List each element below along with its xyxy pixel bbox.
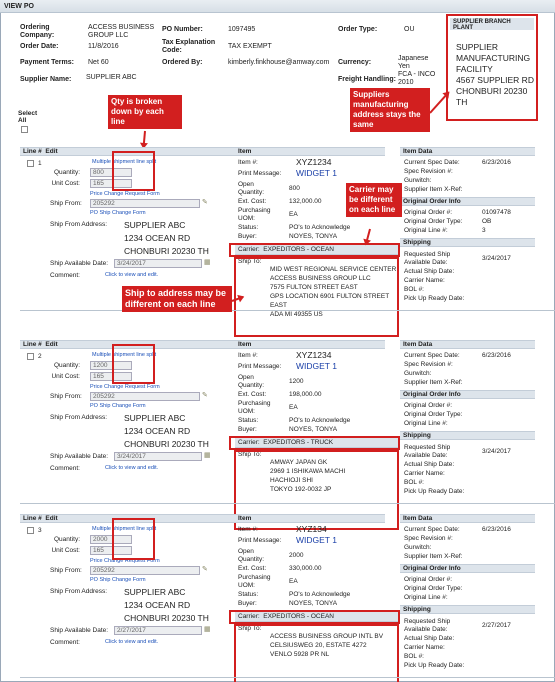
- status-label: Status:: [238, 417, 259, 424]
- unit-cost-field[interactable]: 165: [90, 372, 132, 381]
- quantity-highlight: [112, 151, 155, 191]
- supplier-name-value: SUPPLIER ABC: [86, 74, 137, 81]
- current-spec-value: 6/23/2016: [482, 352, 511, 359]
- purchasing-uom: EA: [289, 578, 298, 585]
- purchasing-uom: EA: [289, 211, 298, 218]
- quantity-field[interactable]: 2000: [90, 535, 132, 544]
- calendar-icon[interactable]: ▦: [204, 626, 211, 633]
- carrier-highlight: [229, 610, 400, 624]
- carrier-bar: Carrier: EXPEDITORS - OCEAN: [235, 244, 400, 255]
- ship-to-address: ACCESS BUSINESS GROUP INTL BV CELSIUSWEG 20, ESTATE 4272 VENLO 5928 PR NL: [270, 633, 384, 658]
- ship-from-address: SUPPLIER ABC 1234 OCEAN RD CHONBURI 20230 TH: [124, 413, 209, 449]
- original-line-label: Original Line #:: [404, 420, 448, 427]
- status-value: PO's to Acknowledge: [289, 591, 351, 598]
- select-all-label: Select All: [18, 110, 38, 124]
- ship-from-address-label: Ship From Address:: [50, 221, 108, 228]
- pencil-icon[interactable]: ✎: [202, 392, 208, 399]
- branch-plant-address: SUPPLIER MANUFACTURING FACILITY 4567 SUPPLIER RD CHONBURI 20230 TH: [456, 42, 534, 107]
- item-data-header-bar: Item Data: [400, 340, 535, 349]
- open-quantity-label: Open Quantity:: [238, 181, 265, 196]
- original-type-label: Original Order Type:: [404, 585, 463, 592]
- ext-cost-label: Ext. Cost:: [238, 391, 267, 398]
- requested-ship-label: Requested Ship Available Date:: [404, 251, 451, 266]
- status-value: PO's to Acknowledge: [289, 224, 351, 231]
- gurwitch-label: Gurwitch:: [404, 370, 432, 377]
- po-ship-change-link[interactable]: PO Ship Change Form: [90, 403, 146, 409]
- pickup-label: Pick Up Ready Date:: [404, 488, 465, 495]
- quantity-label: Quantity:: [53, 536, 80, 543]
- print-message-label: Print Message:: [238, 170, 282, 177]
- ship-from-label: Ship From:: [50, 200, 82, 207]
- actual-ship-label: Actual Ship Date:: [404, 635, 455, 642]
- supplier-name-label: Supplier Name:: [20, 76, 72, 83]
- buyer-label: Buyer:: [238, 233, 257, 240]
- ext-cost: 198,000.00: [289, 391, 322, 398]
- requested-ship-value: 2/27/2017: [482, 622, 511, 629]
- current-spec-label: Current Spec Date:: [404, 159, 460, 166]
- qty-annotation: Qty is broken down by each line: [108, 95, 182, 129]
- comment-link[interactable]: Click to view and edit.: [105, 465, 159, 471]
- original-type-label: Original Order Type:: [404, 218, 463, 225]
- original-type-label: Original Order Type:: [404, 411, 463, 418]
- split-link[interactable]: Multiple shipment line split: [92, 352, 157, 358]
- item-data-header-bar: Item Data: [400, 147, 535, 156]
- ext-cost: 330,000.00: [289, 565, 322, 572]
- price-change-link[interactable]: Price Change Request Form: [90, 558, 160, 564]
- purchasing-uom-label: Purchasing UOM:: [238, 400, 271, 415]
- comment-link[interactable]: Click to view and edit.: [105, 272, 159, 278]
- carrier-name-label: Carrier Name:: [404, 277, 445, 284]
- item-data-header-bar: Item Data: [400, 514, 535, 523]
- calendar-icon[interactable]: ▦: [204, 259, 211, 266]
- item-number-label: Item #:: [238, 526, 258, 533]
- ship-available-field[interactable]: 3/24/2017: [114, 452, 202, 461]
- original-order-bar: Original Order Info: [400, 197, 535, 206]
- po-ship-change-link[interactable]: PO Ship Change Form: [90, 210, 146, 216]
- print-message: WIDGET 1: [296, 361, 337, 371]
- quantity-field[interactable]: 800: [90, 168, 132, 177]
- split-link[interactable]: Multiple shipment line split: [92, 526, 157, 532]
- requested-ship-label: Requested Ship Available Date:: [404, 444, 451, 459]
- ext-cost-label: Ext. Cost:: [238, 565, 267, 572]
- requested-ship-value: 3/24/2017: [482, 255, 511, 262]
- item-header-bar: Item: [235, 514, 385, 523]
- line-number: 2: [38, 353, 42, 360]
- carrier-value: EXPEDITORS - OCEAN: [263, 246, 334, 253]
- ship-to-label: Ship To:: [238, 258, 262, 265]
- ordering-company-value: ACCESS BUSINESS GROUP LLC: [88, 24, 155, 39]
- shipping-bar: Shipping: [400, 238, 535, 247]
- item-header-bar: Item: [235, 340, 385, 349]
- carrier-name-label: Carrier Name:: [404, 470, 445, 477]
- supplier-xref-label: Supplier Item X-Ref:: [404, 186, 463, 193]
- ship-from-address-label: Ship From Address:: [50, 588, 108, 595]
- pickup-label: Pick Up Ready Date:: [404, 662, 465, 669]
- branch-plant-header: SUPPLIER BRANCH PLANT: [450, 18, 534, 30]
- unit-cost-field[interactable]: 165: [90, 546, 132, 555]
- ship-to-address: MID WEST REGIONAL SERVICE CENTER ACCESS BUSINESS GROUP LLC 7575 FULTON STREET EAST GPS LOCATION 6901 FULTON STREET EAST ADA MI 49355 US: [270, 266, 397, 318]
- unit-cost-field[interactable]: 165: [90, 179, 132, 188]
- status-label: Status:: [238, 591, 259, 598]
- payment-terms-label: Payment Terms:: [20, 59, 74, 66]
- open-quantity-label: Open Quantity:: [238, 548, 265, 563]
- quantity-highlight: [112, 344, 155, 384]
- original-order-label: Original Order #:: [404, 402, 453, 409]
- ship-to-label: Ship To:: [238, 625, 262, 632]
- ship-to-highlight: [234, 624, 399, 682]
- current-spec-label: Current Spec Date:: [404, 352, 460, 359]
- ship-from-field[interactable]: 205292: [90, 199, 200, 208]
- mfg-annotation: Suppliers manufacturing address stays the same: [350, 88, 430, 132]
- unit-cost-label: Unit Cost:: [51, 180, 80, 187]
- buyer-value: NOYES, TONYA: [289, 600, 338, 607]
- item-number-label: Item #:: [238, 352, 258, 359]
- carrier-name-label: Carrier Name:: [404, 644, 445, 651]
- supplier-xref-label: Supplier Item X-Ref:: [404, 553, 463, 560]
- ext-cost-label: Ext. Cost:: [238, 198, 267, 205]
- unit-cost-label: Unit Cost:: [51, 547, 80, 554]
- ext-cost: 132,000.00: [289, 198, 322, 205]
- current-spec-value: 6/23/2016: [482, 159, 511, 166]
- shipping-bar: Shipping: [400, 605, 535, 614]
- item-number: XYZ1234: [296, 350, 332, 360]
- ship-to-label: Ship To:: [238, 451, 262, 458]
- current-spec-label: Current Spec Date:: [404, 526, 460, 533]
- print-message: WIDGET 1: [296, 168, 337, 178]
- line-number: 1: [38, 160, 42, 167]
- actual-ship-label: Actual Ship Date:: [404, 461, 455, 468]
- quantity-highlight: [112, 518, 155, 560]
- original-line-value: 3: [482, 227, 486, 234]
- carrier-bar: Carrier: EXPEDITORS - TRUCK: [235, 437, 400, 448]
- po-ship-change-link[interactable]: PO Ship Change Form: [90, 577, 146, 583]
- order-date-label: Order Date:: [20, 43, 59, 50]
- branch-plant-highlight: [446, 14, 538, 121]
- carrier-annotation: Carrier may be different on each line: [346, 183, 402, 217]
- ship-from-address: SUPPLIER ABC 1234 OCEAN RD CHONBURI 20230 TH: [124, 587, 209, 623]
- original-line-label: Original Line #:: [404, 227, 448, 234]
- line-header-bar: Line # Edit: [20, 340, 235, 349]
- freight-label: Freight Handling:: [338, 76, 396, 83]
- carrier-value: EXPEDITORS - TRUCK: [263, 439, 334, 446]
- buyer-label: Buyer:: [238, 426, 257, 433]
- split-link[interactable]: Multiple shipment line split: [92, 159, 157, 165]
- line-header-bar: Line # Edit: [20, 514, 235, 523]
- quantity-field[interactable]: 1200: [90, 361, 132, 370]
- item-number: XYZ1234: [296, 157, 332, 167]
- price-change-link[interactable]: Price Change Request Form: [90, 384, 160, 390]
- comment-link[interactable]: Click to view and edit.: [105, 639, 159, 645]
- ship-available-field[interactable]: 3/24/2017: [114, 259, 202, 268]
- carrier-value: EXPEDITORS - OCEAN: [263, 613, 334, 620]
- print-message-label: Print Message:: [238, 537, 282, 544]
- currency-value: Japanese Yen: [398, 55, 429, 70]
- print-message: WIDGET 1: [296, 535, 337, 545]
- line-separator: [20, 677, 555, 678]
- currency-label: Currency:: [338, 59, 372, 66]
- unit-cost-label: Unit Cost:: [51, 373, 80, 380]
- order-type-label: Order Type:: [338, 26, 378, 33]
- line-checkbox[interactable]: [27, 527, 34, 534]
- ship-from-address-label: Ship From Address:: [50, 414, 108, 421]
- ship-to-address: AMWAY JAPAN GK 2969 1 ISHIKAWA MACHI HACHIOJI SHI TOKYO 192-0032 JP: [270, 459, 346, 493]
- buyer-label: Buyer:: [238, 600, 257, 607]
- pencil-icon[interactable]: ✎: [202, 199, 208, 206]
- original-order-bar: Original Order Info: [400, 564, 535, 573]
- gurwitch-label: Gurwitch:: [404, 177, 432, 184]
- ship-from-field[interactable]: 205292: [90, 392, 200, 401]
- buyer-value: NOYES, TONYA: [289, 233, 338, 240]
- purchasing-uom: EA: [289, 404, 298, 411]
- ship-available-label: Ship Available Date:: [50, 627, 109, 634]
- open-quantity: 1200: [289, 378, 304, 385]
- spec-revision-label: Spec Revision #:: [404, 535, 453, 542]
- payment-terms-value: Net 60: [88, 59, 109, 66]
- tax-code-value: TAX EXEMPT: [228, 43, 272, 50]
- bol-label: BOL #:: [404, 286, 424, 293]
- comment-label: Comment:: [50, 272, 80, 279]
- ship-available-label: Ship Available Date:: [50, 453, 109, 460]
- original-order-value: 01097478: [482, 209, 511, 216]
- actual-ship-label: Actual Ship Date:: [404, 268, 455, 275]
- line-checkbox[interactable]: [27, 353, 34, 360]
- order-date-value: 11/8/2016: [88, 43, 119, 50]
- supplier-xref-label: Supplier Item X-Ref:: [404, 379, 463, 386]
- quantity-label: Quantity:: [53, 362, 80, 369]
- ship-from-label: Ship From:: [50, 567, 82, 574]
- open-quantity-label: Open Quantity:: [238, 374, 265, 389]
- item-header-bar: Item: [235, 147, 385, 156]
- ordering-company-label: Ordering Company:: [20, 24, 55, 39]
- bol-label: BOL #:: [404, 653, 424, 660]
- calendar-icon[interactable]: ▦: [204, 452, 211, 459]
- line-separator: [20, 310, 555, 311]
- open-quantity: 2000: [289, 552, 304, 559]
- shipping-bar: Shipping: [400, 431, 535, 440]
- tax-code-label: Tax Explanation Code:: [162, 39, 216, 54]
- comment-label: Comment:: [50, 639, 80, 646]
- page-title: VIEW PO: [0, 0, 555, 13]
- purchasing-uom-label: Purchasing UOM:: [238, 574, 271, 589]
- pencil-icon[interactable]: ✎: [202, 566, 208, 573]
- select-all-checkbox[interactable]: [21, 126, 28, 133]
- requested-ship-value: 3/24/2017: [482, 448, 511, 455]
- line-number: 3: [38, 527, 42, 534]
- carrier-highlight: [229, 243, 400, 257]
- ship-available-field[interactable]: 2/27/2017: [114, 626, 202, 635]
- requested-ship-label: Requested Ship Available Date:: [404, 618, 451, 633]
- gurwitch-label: Gurwitch:: [404, 544, 432, 551]
- pickup-label: Pick Up Ready Date:: [404, 295, 465, 302]
- original-order-label: Original Order #:: [404, 576, 453, 583]
- ordered-by-value: kimberly.finkhouse@amway.com: [228, 59, 330, 66]
- original-order-bar: Original Order Info: [400, 390, 535, 399]
- bol-label: BOL #:: [404, 479, 424, 486]
- ship-available-label: Ship Available Date:: [50, 260, 109, 267]
- order-type-value: OU: [404, 26, 415, 33]
- original-type-value: OB: [482, 218, 492, 225]
- line-checkbox[interactable]: [27, 160, 34, 167]
- spec-revision-label: Spec Revision #:: [404, 168, 453, 175]
- carrier-bar: Carrier: EXPEDITORS - OCEAN: [235, 611, 400, 622]
- shipto-annotation: Ship to address may be different on each line: [122, 286, 232, 312]
- status-label: Status:: [238, 224, 259, 231]
- ordered-by-label: Ordered By:: [162, 59, 203, 66]
- open-quantity: 800: [289, 185, 300, 192]
- comment-label: Comment:: [50, 465, 80, 472]
- quantity-label: Quantity:: [53, 169, 80, 176]
- print-message-label: Print Message:: [238, 363, 282, 370]
- item-number-label: Item #:: [238, 159, 258, 166]
- status-value: PO's to Acknowledge: [289, 417, 351, 424]
- ship-from-label: Ship From:: [50, 393, 82, 400]
- ship-from-field[interactable]: 205292: [90, 566, 200, 575]
- line-header-bar: Line # Edit: [20, 147, 235, 156]
- freight-value: FCA - INCO 2010: [398, 71, 436, 86]
- line-separator: [20, 503, 555, 504]
- original-line-label: Original Line #:: [404, 594, 448, 601]
- original-order-label: Original Order #:: [404, 209, 453, 216]
- purchasing-uom-label: Purchasing UOM:: [238, 207, 271, 222]
- po-number-value: 1097495: [228, 26, 256, 33]
- item-number: XYZ134: [296, 524, 327, 534]
- ship-to-highlight: [234, 257, 399, 337]
- buyer-value: NOYES, TONYA: [289, 426, 338, 433]
- spec-revision-label: Spec Revision #:: [404, 361, 453, 368]
- carrier-highlight: [229, 436, 400, 450]
- price-change-link[interactable]: Price Change Request Form: [90, 191, 160, 197]
- ship-from-address: SUPPLIER ABC 1234 OCEAN RD CHONBURI 20230 TH: [124, 220, 209, 256]
- po-number-label: PO Number:: [162, 26, 203, 33]
- current-spec-value: 6/23/2016: [482, 526, 511, 533]
